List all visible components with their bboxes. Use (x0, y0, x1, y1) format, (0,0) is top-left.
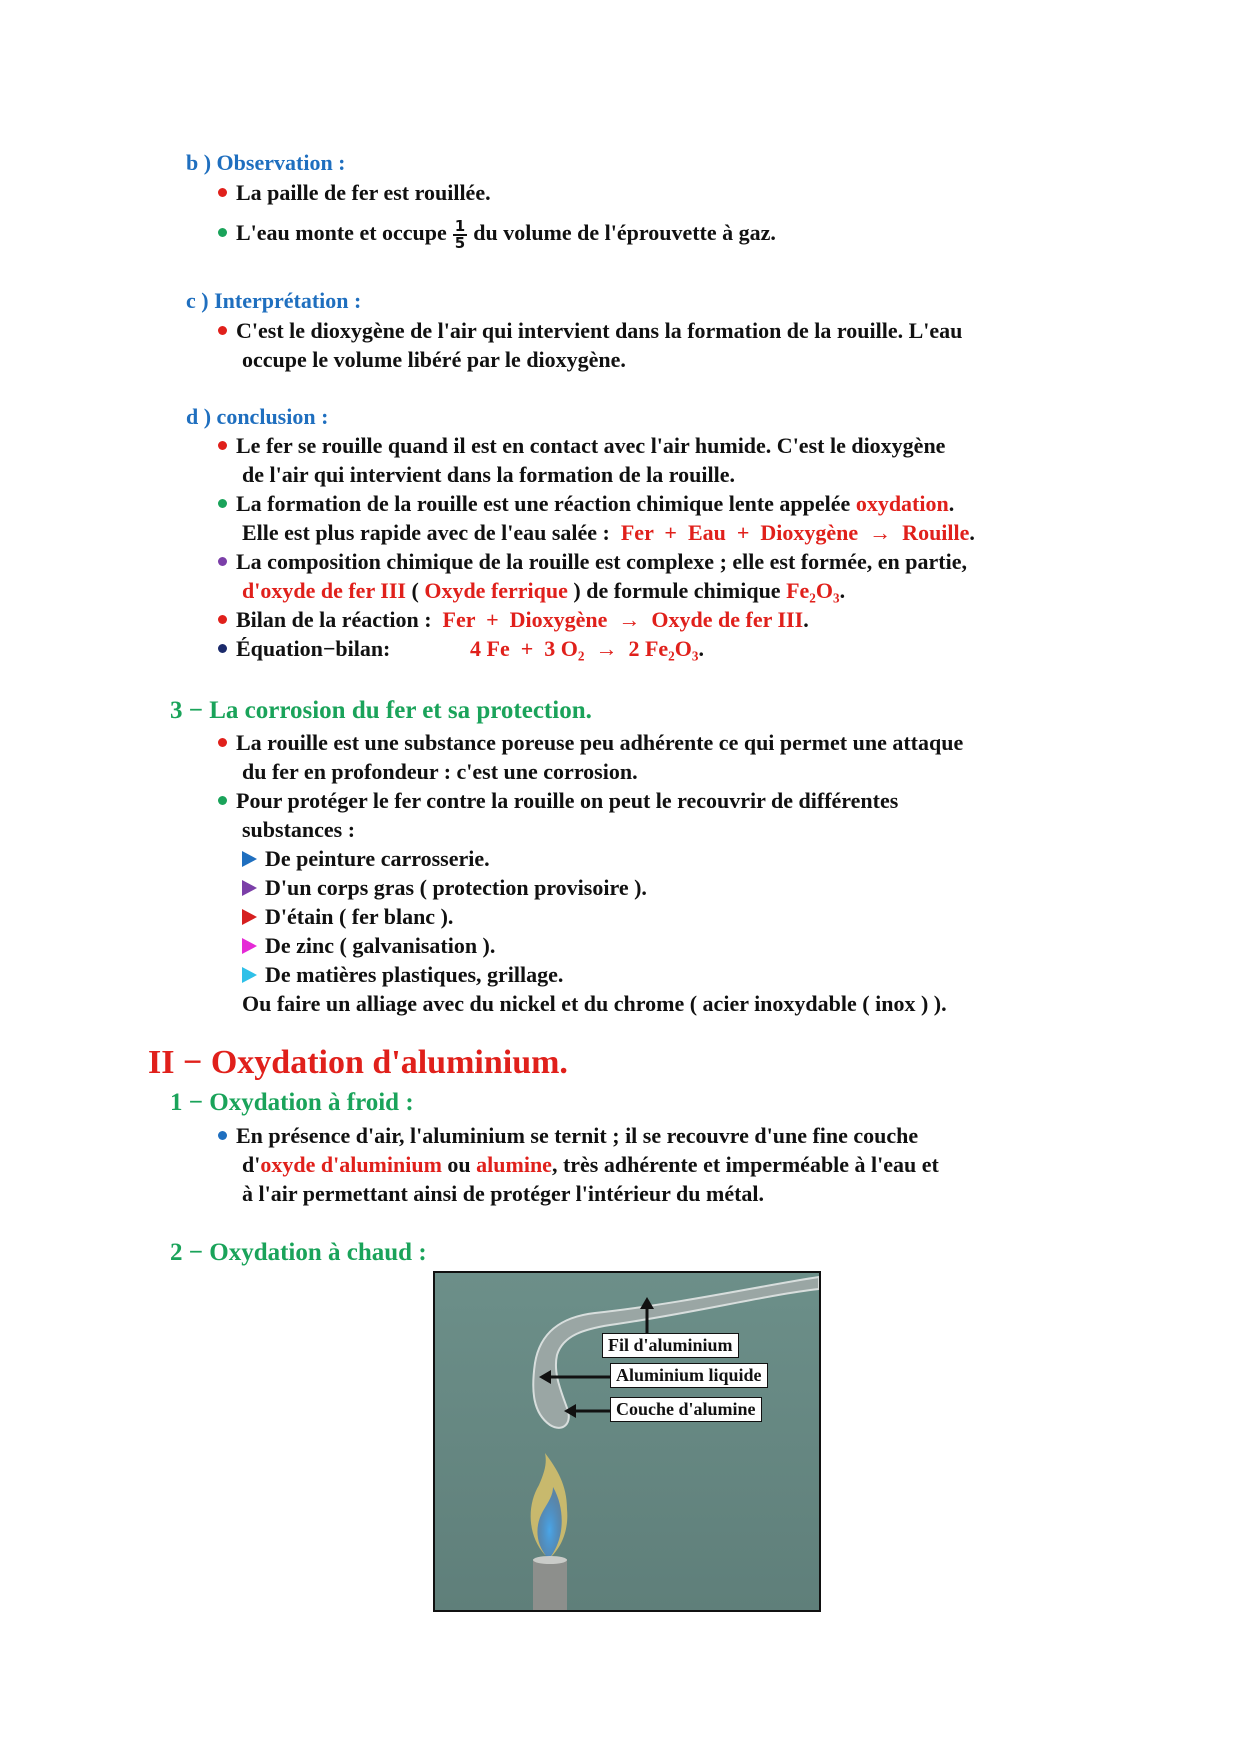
conclusion-heading: d ) conclusion : (186, 404, 329, 429)
alumina-term: alumine (476, 1152, 552, 1177)
conclusion-text: La composition chimique de la rouille est complexe ; elle est formée, en partie, (236, 549, 967, 574)
label-liquid: Aluminium liquide (610, 1363, 768, 1388)
observation-line-2 (218, 218, 776, 251)
green-bullet-icon (218, 499, 227, 508)
protection-item (242, 931, 495, 960)
observation-text-2a: L'eau monte et occupe (236, 220, 447, 245)
red-triangle-icon (242, 909, 257, 925)
protection-text: D'un corps gras ( protection provisoire ). (265, 875, 647, 900)
red-bullet-icon (218, 326, 227, 335)
interpretation-heading: c ) Interprétation : (186, 288, 362, 313)
equation-text: 4 Fe + 3 O₂ → 2 Fe₂O₃ (470, 636, 699, 661)
conclusion-bullet-1-cont: de l'air qui intervient dans la formation de la rouille. (242, 462, 735, 487)
cold-text: En présence d'air, l'aluminium se ternit ; il se recouvre d'une fine couche (236, 1123, 919, 1148)
conclusion-text: ) de formule chimique (567, 578, 787, 603)
interpretation-text-1: C'est le dioxygène de l'air qui intervient dans la formation de la rouille. L'eau (236, 318, 963, 343)
conclusion-bullet-3-cont (242, 576, 845, 605)
balance-label: Bilan de la réaction : (236, 607, 432, 632)
rust-equation: Fer + Eau + Dioxygène → Rouille (620, 520, 970, 545)
conclusion-text: La formation de la rouille est une réaction chimique lente appelée (236, 491, 851, 516)
conclusion-text: Elle est plus rapide avec de l'eau salée : (242, 520, 610, 545)
cold-text: ou (441, 1152, 477, 1177)
formula: Fe₂O₃ (786, 578, 840, 603)
corrosion-bullet-1 (218, 728, 963, 757)
iron-oxide-term: d'oxyde de fer III (242, 578, 406, 603)
observation-heading: b ) Observation : (186, 150, 346, 175)
aluminium-oxide-term: oxyde d'aluminium (260, 1152, 442, 1177)
blue-triangle-icon (242, 851, 257, 867)
cyan-triangle-icon (242, 967, 257, 983)
red-bullet-icon (218, 188, 227, 197)
conclusion-text: Le fer se rouille quand il est en contact avec l'air humide. C'est le dioxygène (236, 433, 946, 458)
conclusion-text: . (948, 491, 955, 516)
protection-text: De matières plastiques, grillage. (265, 962, 564, 987)
cold-oxidation-heading: 1 − Oxydation à froid : (170, 1089, 414, 1116)
magenta-triangle-icon (242, 938, 257, 954)
purple-bullet-icon (218, 557, 227, 566)
conclusion-bullet-2-cont (242, 518, 975, 547)
equation-bilan (470, 634, 704, 663)
conclusion-bullet-5 (218, 634, 390, 663)
conclusion-text: . (969, 520, 975, 545)
aluminium-title: II − Oxydation d'aluminium. (148, 1044, 568, 1081)
corrosion-bullet-2-cont: substances : (242, 817, 356, 842)
conclusion-text: ( (406, 578, 425, 603)
label-layer: Couche d'alumine (610, 1397, 762, 1422)
conclusion-bullet-4 (218, 605, 809, 634)
navy-bullet-icon (218, 644, 227, 653)
cold-text: d' (242, 1152, 261, 1177)
protection-item (242, 960, 563, 989)
corrosion-last-line: Ou faire un alliage avec du nickel et du chrome ( acier inoxydable ( inox ) ). (242, 991, 947, 1016)
fraction (453, 216, 467, 252)
protection-item (242, 873, 647, 902)
protection-text: D'étain ( fer blanc ). (265, 904, 454, 929)
flame-illustration (435, 1273, 819, 1610)
observation-text-1: La paille de fer est rouillée. (236, 180, 491, 205)
red-bullet-icon (218, 615, 227, 624)
fraction-denominator: 5 (454, 233, 466, 252)
corrosion-bullet-1-cont: du fer en profondeur : c'est une corrosion. (242, 759, 638, 784)
protection-text: De zinc ( galvanisation ). (265, 933, 496, 958)
label-wire: Fil d'aluminium (602, 1333, 739, 1358)
interpretation-line-2: occupe le volume libéré par le dioxygène. (242, 347, 626, 372)
cold-line-2 (242, 1150, 939, 1179)
red-bullet-icon (218, 441, 227, 450)
equation-label: Équation−bilan: (236, 636, 391, 661)
conclusion-text: . (839, 578, 846, 603)
interpretation-line-1 (218, 316, 962, 345)
protection-item (242, 844, 490, 873)
burner (533, 1559, 567, 1610)
conclusion-bullet-1 (218, 431, 945, 460)
hot-oxidation-heading: 2 − Oxydation à chaud : (170, 1239, 427, 1266)
observation-text-2b: du volume de l'éprouvette à gaz. (473, 220, 776, 245)
conclusion-text: . (698, 636, 704, 661)
corrosion-text: La rouille est une substance poreuse peu adhérente ce qui permet une attaque (236, 730, 964, 755)
blue-bullet-icon (218, 1131, 227, 1140)
corrosion-text: Pour protéger le fer contre la rouille on peut le recouvrir de différentes (236, 788, 899, 813)
fraction-numerator: 1 (454, 216, 466, 235)
cold-text: , très adhérente et imperméable à l'eau et (551, 1152, 939, 1177)
conclusion-bullet-3 (218, 547, 967, 576)
oxydation-term: oxydation (855, 491, 949, 516)
corrosion-heading: 3 − La corrosion du fer et sa protection. (170, 697, 592, 724)
cold-line-1 (218, 1121, 918, 1150)
cold-line-3: à l'air permettant ainsi de protéger l'intérieur du métal. (242, 1181, 765, 1206)
green-bullet-icon (218, 228, 227, 237)
ferric-oxide-term: Oxyde ferrique (424, 578, 568, 603)
protection-text: De peinture carrosserie. (265, 846, 490, 871)
observation-line-1 (218, 178, 491, 207)
purple-triangle-icon (242, 880, 257, 896)
aluminium-flame-figure (433, 1271, 821, 1612)
red-bullet-icon (218, 738, 227, 747)
corrosion-bullet-2 (218, 786, 898, 815)
conclusion-text: . (803, 607, 809, 632)
protection-item (242, 902, 453, 931)
balance-equation: Fer + Dioxygène → Oxyde de fer III (442, 607, 804, 632)
green-bullet-icon (218, 796, 227, 805)
conclusion-bullet-2 (218, 489, 954, 518)
